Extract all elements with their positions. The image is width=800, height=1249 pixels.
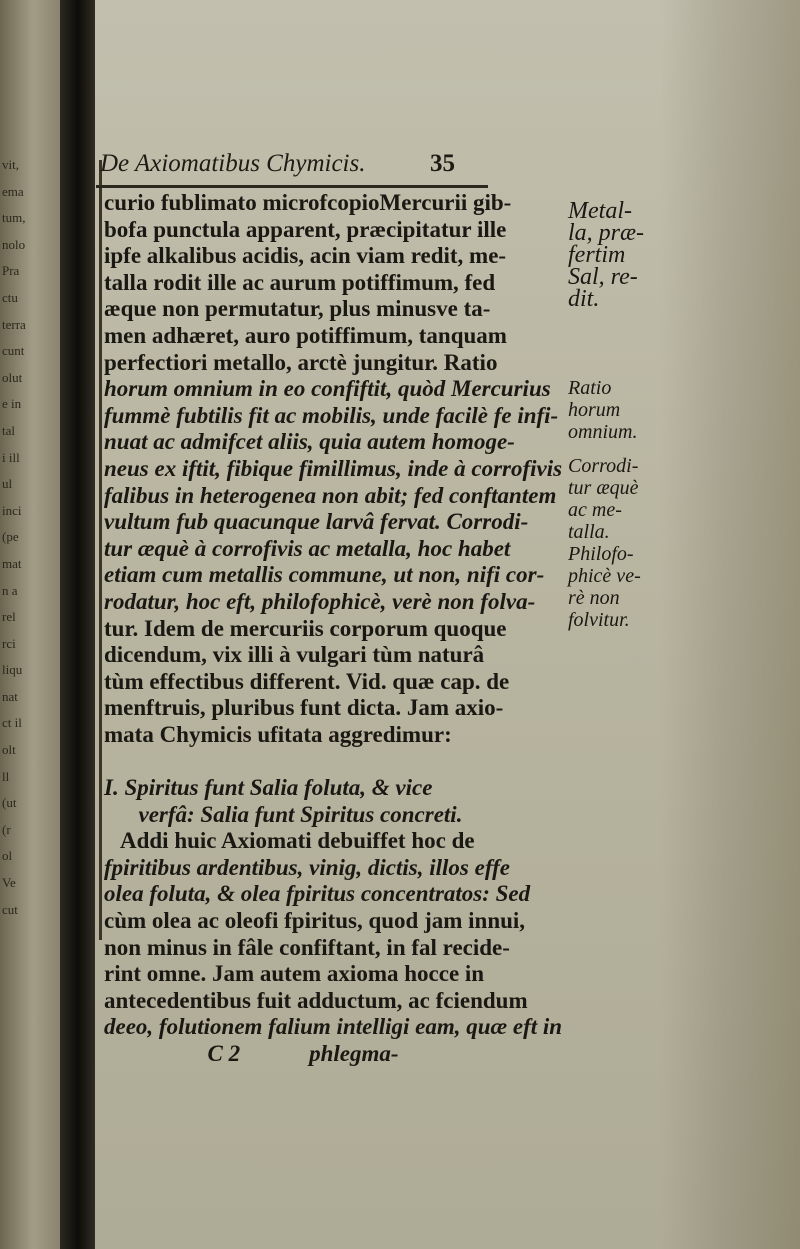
page-number: 35: [430, 150, 455, 177]
text-line: rint omne. Jam autem axioma hocce in: [104, 961, 485, 987]
facing-page-fragment: mat: [2, 555, 22, 571]
margin-note-line: folvitur.: [568, 609, 630, 631]
text-line: neus ex iftit, fibique fimillimus, inde à corrofivis: [104, 455, 563, 481]
margin-note-corroditur: [568, 455, 641, 631]
margin-note-line: dit.: [568, 286, 600, 312]
text-line: nuat ac admifcet aliis, quia autem homoge-: [104, 429, 515, 455]
running-header: [100, 150, 500, 182]
text-line: tur æquè à corrofivis ac metalla, hoc habet: [104, 535, 511, 561]
text-line: deeo, folutionem falium intelligi eam, quæ eft in: [104, 1014, 563, 1040]
text-line: antecedentibus fuit adductum, ac fciendum: [104, 987, 528, 1013]
body-text: [104, 190, 564, 1068]
margin-note-ratio: [568, 377, 637, 443]
text-line: rodatur, hoc eft, philofophicè, verè non folva-: [104, 588, 536, 614]
text-line: vultum fub quacunque larvâ fervat. Corrodi-: [104, 509, 529, 535]
text-line: perfectiori metallo, arctè jungitur. Ratio: [104, 349, 498, 375]
facing-page-fragment: olut: [2, 369, 23, 385]
page-edge-shadow: [660, 0, 800, 1249]
margin-note-line: fertim: [568, 242, 626, 268]
facing-page-fragment: vit,: [2, 157, 19, 172]
text-line: menftruis, pluribus funt dicta. Jam axio-: [104, 695, 504, 721]
margin-note-line: Philofo-: [568, 543, 634, 565]
margin-note-line: omnium.: [568, 421, 638, 443]
running-title: De Axiomatibus Chymicis.: [100, 150, 366, 177]
facing-page-fragment: rel: [2, 609, 16, 625]
facing-page-fragment: e in: [2, 396, 22, 412]
facing-page-fragment: tal: [2, 422, 15, 438]
margin-note-metalla: [568, 200, 644, 310]
facing-page-fragment: tum,: [2, 210, 26, 226]
text-line: olea foluta, & olea fpiritus concentratos: Sed: [104, 881, 531, 907]
margin-note-line: la, præ-: [568, 220, 645, 246]
margin-note-line: rè non: [568, 587, 620, 609]
facing-page-fragment: cut: [2, 901, 18, 917]
margin-note-line: phicè ve-: [568, 565, 641, 587]
margin-note-line: horum: [568, 399, 621, 421]
facing-page-fragment: n a: [2, 582, 18, 598]
facing-page-fragment: ctu: [2, 289, 18, 305]
facing-page-fragment: ll: [2, 768, 10, 784]
facing-page-fragment: ema: [2, 183, 24, 199]
facing-page-fragment: Pra: [2, 263, 20, 279]
margin-note-line: Ratio: [568, 377, 612, 399]
margin-note-line: Metal-: [568, 198, 632, 224]
facing-page-fragment: liqu: [2, 662, 23, 678]
text-line: ipfe alkalibus acidis, acin viam redit, me-: [104, 243, 507, 269]
binding-edge: [99, 160, 102, 940]
text-line: fpiritibus ardentibus, vinig, dictis, illos effe: [104, 854, 510, 880]
text-line: horum omnium in eo confiftit, quòd Mercurius: [104, 376, 551, 402]
facing-page-fragment: nolo: [2, 236, 26, 252]
facing-page-fragment: inci: [2, 502, 22, 518]
facing-page-fragment: ol: [2, 848, 13, 864]
margin-note-line: talla.: [568, 521, 610, 543]
facing-page-fragment: ul: [2, 476, 13, 492]
text-line: bofa punctula apparent, præcipitatur ille: [104, 216, 507, 242]
facing-page-fragment: i ill: [2, 449, 20, 465]
text-line: I. Spiritus funt Salia foluta, & vice: [104, 775, 433, 801]
text-line: fummè fubtilis fit ac mobilis, unde facilè fe infi-: [104, 402, 559, 428]
text-line: non minus in fâle confiftant, in fal recide-: [104, 934, 510, 960]
facing-page-fragment: nat: [2, 688, 18, 704]
margin-note-line: ac me-: [568, 499, 622, 521]
text-line: dicendum, vix illi à vulgari tùm naturâ: [104, 642, 485, 668]
text-line: tùm effectibus different. Vid. quæ cap. de: [104, 668, 510, 694]
text-line: tur. Idem de mercuriis corporum quoque: [104, 615, 507, 641]
facing-page: [0, 0, 60, 1249]
text-line: falibus in heterogenea non abit; fed conftantem: [104, 482, 557, 508]
text-line: [104, 748, 564, 775]
facing-page-fragment: olt: [2, 742, 16, 758]
facing-page-fragment: (ut: [2, 795, 17, 811]
book-gutter: [60, 0, 100, 1249]
facing-page-fragment: (pe: [2, 529, 19, 545]
margin-note-line: Corrodi-: [568, 455, 639, 477]
text-line: etiam cum metallis commune, ut non, nifi cor-: [104, 562, 545, 588]
text-line: æque non permutatur, plus minusve ta-: [104, 296, 491, 322]
facing-page-fragment: ct il: [2, 715, 22, 731]
text-line: curio fublimato microfcopioMercurii gib-: [104, 190, 512, 215]
text-line: C 2 phlegma-: [104, 1041, 399, 1066]
margin-note-line: tur æquè: [568, 477, 639, 499]
text-line: cùm olea ac oleofi fpiritus, quod jam innui,: [104, 908, 526, 934]
text-line: men adhæret, auro potiffimum, tanquam: [104, 322, 507, 348]
text-line: talla rodit ille ac aurum potiffimum, fed: [104, 269, 496, 295]
facing-page-fragment: (r: [2, 821, 11, 837]
text-line: Addi huic Axiomati debuiffet hoc de: [104, 828, 475, 854]
text-line: mata Chymicis ufitata aggredimur:: [104, 721, 452, 747]
header-rule: [96, 185, 488, 188]
facing-page-fragment: rci: [2, 635, 16, 651]
facing-page-fragment: terra: [2, 316, 26, 332]
facing-page-fragments: [2, 152, 58, 923]
facing-page-fragment: cunt: [2, 343, 25, 359]
facing-page-fragment: Ve: [2, 875, 16, 891]
margin-note-line: Sal, re-: [568, 264, 638, 290]
text-line: verfâ: Salia funt Spiritus concreti.: [104, 801, 463, 827]
